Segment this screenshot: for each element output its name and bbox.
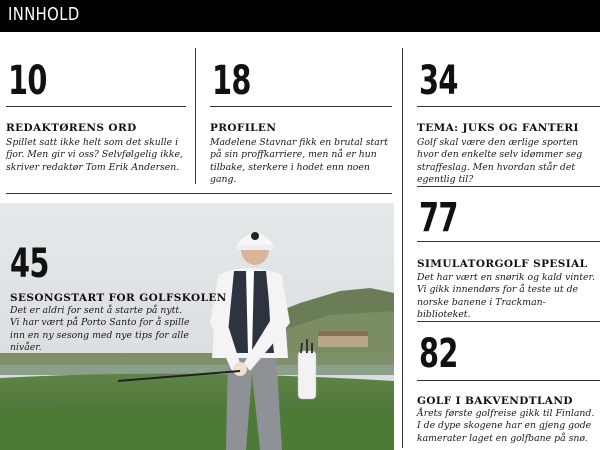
section-separator-top — [6, 193, 392, 194]
article-title-82[interactable]: GOLF I BAKVENDTLAND — [417, 395, 573, 407]
rule-10 — [6, 106, 186, 107]
article-title-45[interactable]: SESONGSTART FOR GOLFSKOLEN — [10, 292, 227, 304]
rule-77 — [417, 241, 600, 242]
column-divider-1 — [195, 48, 196, 184]
article-desc-45: Det er aldri for sent å starte på nytt. Vi har vært på Porto Santo for å spille inn en ny sesong med nye tips for alle nivåer. — [10, 305, 190, 353]
rule-18 — [210, 106, 392, 107]
article-desc-18: Madelene Stavnar fikk en brutal start på sin proffkarriere, men nå er hun tilbake, sterkere i hodet enn noen gang. — [210, 137, 388, 185]
page-number-77: 77 — [419, 195, 458, 241]
rule-34 — [417, 106, 600, 107]
article-desc-34: Golf skal være den ærlige sporten hvor den enkelte selv idømmer seg straffeslag. Men hvordan står det egentlig til? — [417, 137, 583, 185]
article-desc-10: Spillet satt ikke helt som det skulle i fjor. Men gir vi oss? Selvfølgelig ikke, skriver redaktør Tom Erik Andersen. — [6, 137, 183, 173]
page-number-45: 45 — [10, 241, 49, 287]
header-bar — [0, 0, 600, 32]
page-number-34: 34 — [419, 58, 458, 104]
page-number-10: 10 — [8, 58, 47, 104]
page-number-18: 18 — [212, 58, 251, 104]
article-title-18[interactable]: PROFILEN — [210, 122, 277, 134]
column-divider-2 — [402, 48, 403, 448]
page-number-82: 82 — [419, 331, 458, 377]
article-desc-82: Årets første golfreise gikk til Finland. I de dype skogene har en gjeng gode kamerater laget en golfbane på snø. — [417, 408, 595, 444]
article-title-77[interactable]: SIMULATORGOLF SPESIAL — [417, 258, 588, 270]
rule-82 — [417, 380, 600, 381]
article-title-10[interactable]: REDAKTØRENS ORD — [6, 122, 137, 134]
article-title-34[interactable]: TEMA: JUKS OG FANTERI — [417, 122, 579, 134]
page-title: INNHOLD — [8, 4, 80, 25]
article-desc-77: Det har vært en snørik og kald vinter. Vi gikk innendørs for å teste ut de norske banene i Trackman-biblioteket. — [417, 272, 595, 320]
